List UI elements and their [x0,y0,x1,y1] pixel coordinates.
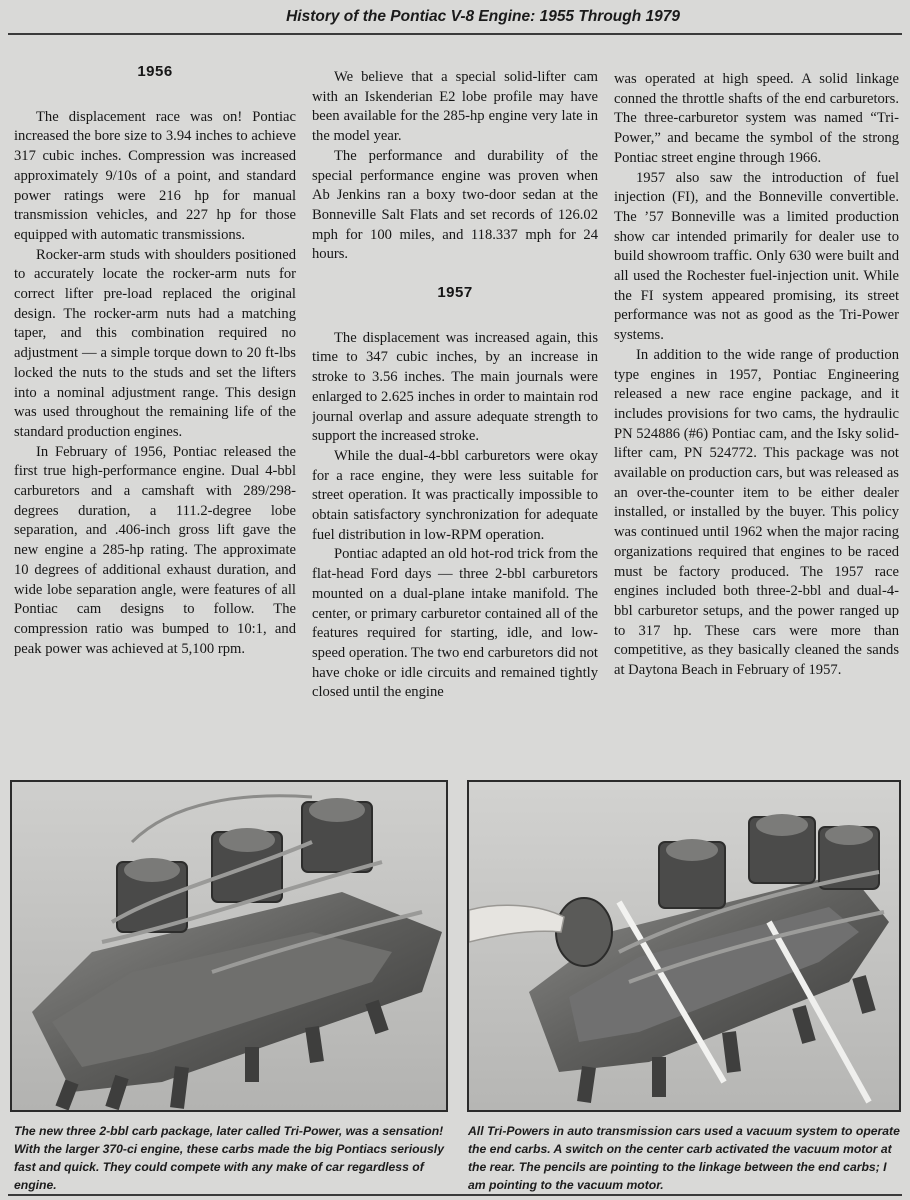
paragraph: The displacement was increased again, this time to 347 cubic inches, by an increase in stroke to 3.56 inches. The main journals were enlarged to 2.625 inches in order to maintain rod journal overlap and assure adequate strength to support the increased stroke. [312,329,598,445]
paragraph: 1957 also saw the introduction of fuel injection (FI), and the Bonneville convertible. The ’57 Bonneville was a limited production show car intended primarily for dealer use to build showroom traffic. Only 630 were built and all used the Rochester fuel-injection unit. While the FI system appeared promising, its street performance was not as good as the Tri-Power systems. [614,169,899,344]
paragraph: The performance and durability of the special performance engine was proven when Ab Jenkins ran a boxy two-door sedan at the Bonneville Salt Flats and set records of 126.02 mph for 100 miles, and 118.337 mph for 24 hours. [312,147,598,263]
paragraph: Rocker-arm studs with shoulders positioned to accurately locate the rocker-arm nuts for correct lifter pre-load replaced the original design. The rocker-arm nuts had a matching taper, and this combination required no adjustment — a simple torque down to 20 ft-lbs locked the nuts to the studs and set the lifters into a nominal adjustment range. This design was used throughout the remaining life of the standard production engines. [14,246,296,440]
page-header [0,0,910,40]
vacuum-system-image [469,782,899,1110]
paragraph: was operated at high speed. A solid linkage conned the throttle shafts of the end carburetors. The three-carburetor system was named “Tri-Power,” and became the symbol of the strong Pontiac street engine through 1966. [614,71,899,166]
paragraph: In addition to the wide range of production type engines in 1957, Pontiac Engineering released a new race engine package, and it includes provisions for two cams, the hydraulic PN 524886 (#6) Pontiac cam, and the Isky solid-lifter cam, PN 524772. This package was not available on production cars, but was released as an over-the-counter item to be either dealer installed, or installed by the buyer. This policy was continued until 1962 when the major racing organizations required that engines to be raced must be factory produced. The 1957 race engines included both three-2-bbl and dual-4-bbl carburetor setups, and the power ranged up to 317 hp. These cars were more than competitive, as they basically cleaned the sands at Daytona Beach in February of 1957. [614,346,899,679]
paragraph: We believe that a special solid-lifter cam with an Iskenderian E2 lobe profile may have been available for the 285-hp engine very late in the model year. [312,69,598,145]
photo-caption-right: All Tri-Powers in auto transmission cars used a vacuum system to operate the end carbs. A switch on the center carb activated the vacuum motor at the rear. The pencils are pointing to the linkage between the end carbs; I am pointing to the vacuum motor. [468,1124,900,1192]
paragraph: While the dual-4-bbl carburetors were okay for a race engine, they were less suitable for street operation. It was practically impossible to obtain satisfactory synchronization for adequate fuel distribution in low-RPM operation. [312,447,598,543]
photo-vacuum-system [467,780,901,1112]
running-title: History of the Pontiac V-8 Engine: 1955 Through 1979 [286,8,680,25]
section-heading-1957: 1957 [437,284,473,302]
tri-power-manifold-image [12,782,446,1110]
text-column-1 [14,62,296,762]
header-rule [8,33,902,35]
photo-caption-left: The new three 2-bbl carb package, later called Tri-Power, was a sensation! With the larger 370-ci engine, these carbs made the big Pontiacs seriously fast and quick. They could compete with any make of car regardless of engine. [14,1124,444,1192]
paragraph: In February of 1956, Pontiac released the first true high-performance engine. Dual 4-bbl carburetors and a camshaft with 289/298-degrees duration, a 111.2-degree lobe separation, and .406-inch gross lift gave the new engine a 285-hp rating. The approximate 10 degrees of additional exhaust duration, and wide lobe separation angle, were features of all Pontiac cam designs to follow. The compression ratio was bumped to 10:1, and peak power was achieved at 5,100 rpm. [14,443,296,657]
paragraph: The displacement race was on! Pontiac increased the bore size to 3.94 inches to achieve 317 cubic inches. Compression was increased approximately 9/10s of a point, and standard power ratings were 216 hp for manual transmission vehicles, and 227 hp for those equipped with automatic transmissions. [14,108,296,243]
photo-tri-power-manifold [10,780,448,1112]
text-column-2 [312,68,598,768]
section-heading-1956: 1956 [137,63,173,80]
paragraph: Pontiac adapted an old hot-rod trick from the flat-head Ford days — three 2-bbl carburetors mounted on a dual-plane intake manifold. The center, or primary carburetor contained all of the features required for starting, idle, and low-speed operation. The two end carburetors did not have choke or idle circuits and remained tightly closed until the engine [312,546,598,701]
footer-rule [8,1194,902,1196]
text-column-3 [614,70,899,770]
